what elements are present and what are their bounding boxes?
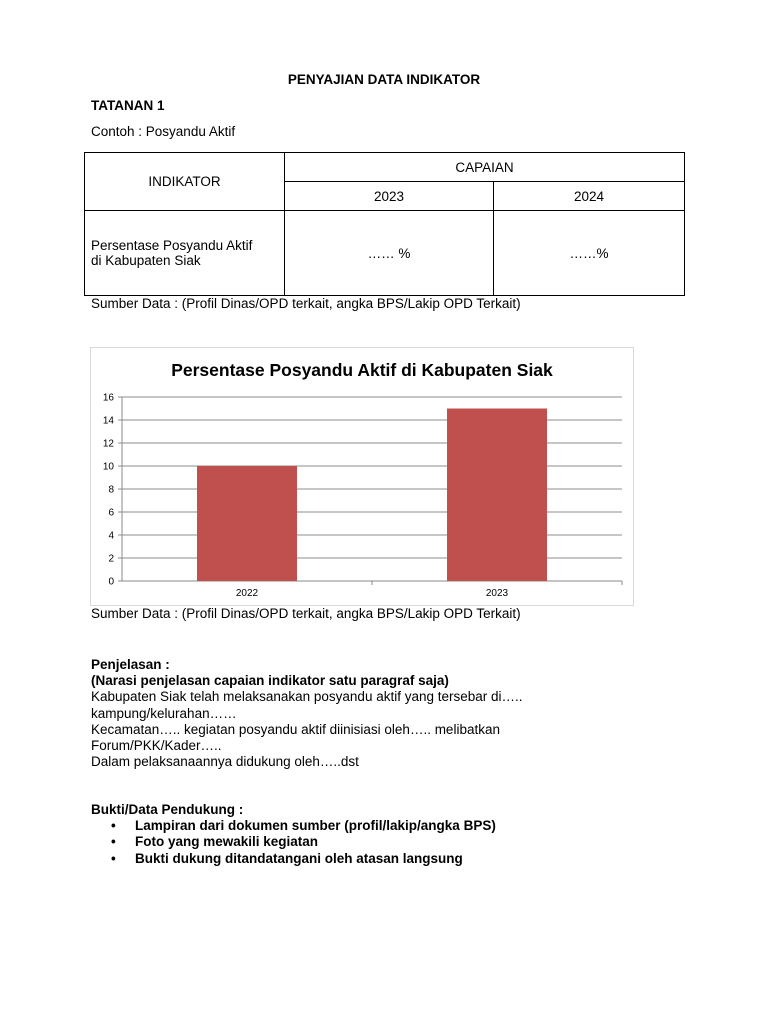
indikator-header: INDIKATOR [85, 153, 285, 211]
chart-x-ticks [236, 581, 622, 599]
chart-bars [197, 409, 547, 582]
penjelasan-heading: Penjelasan : [91, 657, 170, 672]
penjelasan-section [91, 657, 523, 770]
document-title: PENYAJIAN DATA INDIKATOR [287, 72, 481, 87]
bullet-icon: • [111, 818, 116, 834]
y-tick-label: 14 [102, 415, 114, 427]
indicator-name-line-1: Persentase Posyandu Aktif [91, 238, 253, 253]
x-tick-label: 2022 [235, 588, 259, 599]
y-tick-label: 4 [108, 530, 114, 542]
narrative-line: Dalam pelaksanaannya didukung oleh…..dst [91, 754, 359, 770]
chart-y-ticks [103, 393, 115, 588]
source-note-table: Sumber Data : (Profil Dinas/OPD terkait, angka BPS/Lakip OPD Terkait) [91, 296, 521, 311]
y-tick-label: 6 [108, 507, 114, 519]
value-2024-cell: ……% [493, 211, 684, 296]
bar-chart-svg [91, 348, 633, 605]
bukti-section [91, 802, 496, 867]
y-tick-label: 10 [102, 461, 114, 473]
value-2023-cell: …… % [285, 211, 494, 296]
bullet-icon: • [111, 850, 116, 866]
bar-chart [90, 347, 634, 606]
y-tick-label: 12 [102, 438, 114, 450]
list-item [91, 851, 496, 867]
year-header-2024: 2024 [493, 182, 684, 211]
y-tick-label: 0 [108, 576, 114, 588]
bar-2022 [197, 466, 297, 581]
year-header-2023: 2023 [285, 182, 494, 211]
narrative-line: kampung/kelurahan…… [91, 705, 237, 721]
y-tick-label: 2 [108, 553, 114, 565]
example-label: Contoh : Posyandu Aktif [91, 124, 236, 139]
list-item [91, 818, 496, 834]
x-tick-label: 2023 [485, 588, 509, 599]
bukti-heading: Bukti/Data Pendukung : [91, 802, 244, 817]
narrative-line: Kecamatan….. kegiatan posyandu aktif diinisiasi oleh….. melibatkan [91, 721, 500, 737]
narrative-line: Kabupaten Siak telah melaksanakan posyandu aktif yang tersebar di….. [91, 689, 523, 705]
list-item-text: Bukti dukung ditandatangani oleh atasan langsung [135, 850, 463, 866]
indicator-name-line-2: di Kabupaten Siak [91, 253, 201, 268]
bar-2023 [447, 409, 547, 582]
list-item-text: Lampiran dari dokumen sumber (profil/lakip/angka BPS) [135, 818, 496, 834]
narrative-line: Forum/PKK/Kader….. [91, 738, 222, 754]
penjelasan-subheading: (Narasi penjelasan capaian indikator satu paragraf saja) [91, 673, 449, 689]
list-item-text: Foto yang mewakili kegiatan [135, 834, 319, 850]
y-tick-label: 16 [102, 392, 114, 404]
source-note-chart: Sumber Data : (Profil Dinas/OPD terkait, angka BPS/Lakip OPD Terkait) [91, 606, 521, 621]
bullet-icon: • [111, 834, 116, 850]
y-tick-label: 8 [108, 484, 114, 496]
chart-title: Persentase Posyandu Aktif di Kabupaten Siak [171, 360, 553, 380]
list-item [91, 834, 496, 850]
capaian-header: CAPAIAN [285, 153, 685, 182]
indicator-table [84, 152, 685, 296]
indicator-name-cell [85, 211, 285, 296]
tatanan-heading: TATANAN 1 [91, 98, 165, 113]
